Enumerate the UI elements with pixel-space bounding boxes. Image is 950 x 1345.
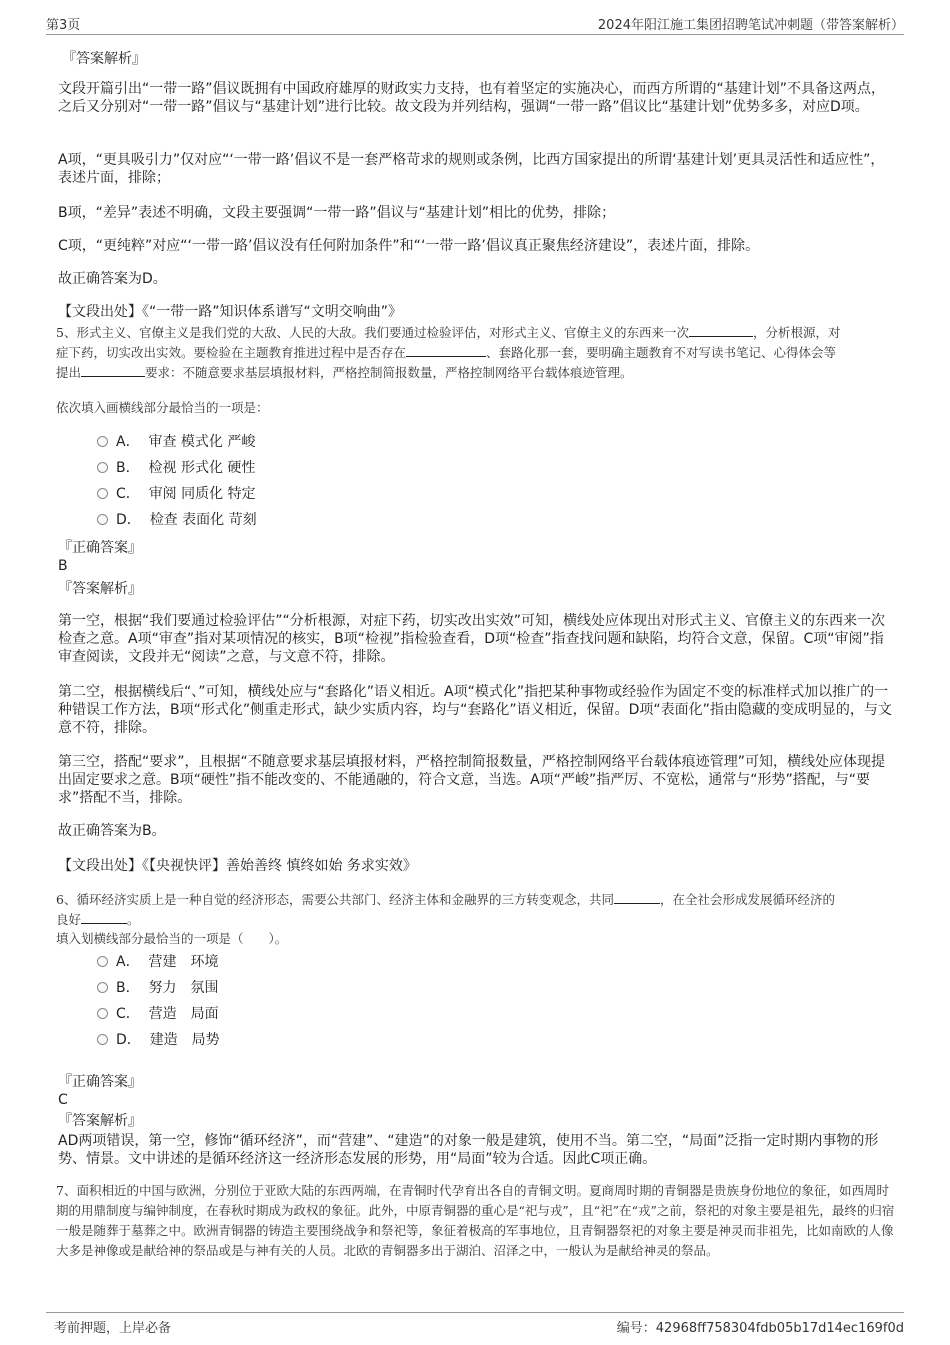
radio-icon[interactable] <box>97 982 108 993</box>
blank-1 <box>614 903 660 904</box>
page-footer <box>46 1312 904 1335</box>
q5-source: 【文段出处】《【央视快评】善始善终 慎终如始 务求实效》 <box>58 858 417 874</box>
q4-analysis-p2: A项，“更具吸引力”仅对应“‘一带一路’倡议不是一套严格苛求的规则或条例，比西方国家提出的所谓‘基建计划’更具灵活性和适应性”，表述片面，排除； <box>58 152 885 186</box>
page-header <box>46 12 904 35</box>
radio-icon[interactable] <box>97 462 108 473</box>
page-number: 第3页 <box>46 18 81 33</box>
q5-stem: 5、形式主义、官僚主义是我们党的大敌、人民的大敌。我们要通过检验评估，对形式主义、官僚主义的东西来一次 ，分析根源，对 症下药，切实改出实效。要检验在主题教育推进过程中是否存在 、套路化那一套，要明确主题教育不对写读书笔记、心得体会等 提出 要求：不随意要求基层填报材料，严格控制简报数量，严格控制网络平台载体痕迹管理。 <box>56 325 841 380</box>
radio-icon[interactable] <box>97 436 108 447</box>
blank-1 <box>689 336 753 337</box>
radio-icon[interactable] <box>97 514 108 525</box>
footer-slogan: 考前押题，上岸必备 <box>54 1321 172 1336</box>
radio-icon[interactable] <box>97 956 108 967</box>
q6-analysis-label: 『答案解析』 <box>58 1113 142 1129</box>
q5-analysis-p2: 第二空，根据横线后“、”可知，横线处应与“套路化”语义相近。A项“模式化”指把某种事物或经验作为固定不变的标准样式加以推广的一种错误工作方法，B项“形式化”侧重走形式，缺少实质内容，均与“套路化”语义相近，保留。D项“表面化”指由隐藏的变成明显的，与文意不符，排除。 <box>58 684 892 736</box>
q5-option-d[interactable]: D． 检查 表面化 苛刻 <box>97 511 257 529</box>
q6-prompt: 填入划横线部分最恰当的一项是（ ）。 <box>56 931 288 946</box>
q5-option-a[interactable]: A． 审查 模式化 严峻 <box>97 433 255 451</box>
radio-icon[interactable] <box>97 1034 108 1045</box>
q5-conclusion: 故正确答案为B。 <box>58 823 166 839</box>
q4-source: 【文段出处】《“一带一路”知识体系谱写“文明交响曲”》 <box>58 304 403 320</box>
q6-option-c[interactable]: C． 营造 局面 <box>97 1005 219 1023</box>
q6-option-a[interactable]: A． 营建 环境 <box>97 953 218 971</box>
q6-stem: 6、循环经济实质上是一种自觉的经济形态，需要公共部门、经济主体和金融界的三方转变观念，共同 ，在全社会形成发展循环经济的 良好 。 <box>56 892 835 927</box>
document-title: 2024年阳江施工集团招聘笔试冲刺题（带答案解析） <box>597 18 904 33</box>
q4-analysis-p3: B项，“差异”表述不明确，文段主要强调“一带一路”倡议与“基建计划”相比的优势，排除； <box>58 205 616 221</box>
q6-option-d[interactable]: D． 建造 局势 <box>97 1031 220 1049</box>
radio-icon[interactable] <box>97 488 108 499</box>
blank-2 <box>406 356 486 357</box>
q5-answer: B <box>58 558 68 574</box>
q5-analysis-label: 『答案解析』 <box>58 581 142 597</box>
document-code: 编号：42968ff758304fdb05b17d14ec169f0d <box>616 1321 904 1336</box>
q4-analysis-p1: 文段开篇引出“一带一路”倡议既拥有中国政府雄厚的财政实力支持，也有着坚定的实施决心，而西方所谓的“基建计划”不具备这两点，之后又分别对“一带一路”倡议与“基建计划”进行比较。故文段为并列结构，强调“一带一路”倡议比“基建计划”优势多多，对应D项。 <box>58 81 886 115</box>
q4-conclusion: 故正确答案为D。 <box>58 271 167 287</box>
blank-2 <box>81 923 127 924</box>
q5-option-b[interactable]: B． 检视 形式化 硬性 <box>97 459 255 477</box>
q7-stem: 7、面积相近的中国与欧洲，分别位于亚欧大陆的东西两端，在青铜时代孕育出各自的青铜文明。夏商周时期的青铜器是贵族身份地位的象征，如西周时期的用鼎制度与编钟制度，在春秋时期成为政权的象征。此外，中原青铜器的重心是“祀与戎”，且“祀”在“戎”之前，祭祀的对象主要是祖先，最终的归宿一般是随葬于墓葬之中。欧洲青铜器的铸造主要围绕战争和祭祀等，象征着极高的军事地位，且青铜器祭祀的对象主要是神灵而非祖先，比如南欧的人像大多是神像或是献给神的祭品或是与神有关的人员。北欧的青铜器多出于湖泊、沼泽之中，一般认为是献给神灵的祭品。 <box>56 1183 895 1258</box>
q5-option-c[interactable]: C． 审阅 同质化 特定 <box>97 485 256 503</box>
q6-answer-label: 『正确答案』 <box>58 1074 142 1090</box>
q5-prompt: 依次填入画横线部分最恰当的一项是： <box>56 400 269 415</box>
q4-analysis-label: 『答案解析』 <box>62 51 146 67</box>
q5-analysis-p3: 第三空，搭配“要求”，且根据“不随意要求基层填报材料，严格控制简报数量，严格控制网络平台载体痕迹管理”可知，横线处应体现提出固定要求之意。B项“硬性”指不能改变的、不能通融的，符合文意，当选。A项“严峻”指严厉、不宽松，通常与“形势”搭配，与“要求”搭配不当，排除。 <box>58 754 886 806</box>
q6-analysis-p1: AD两项错误，第一空，修饰“循环经济”，而“营建”、“建造”的对象一般是建筑，使用不当。第二空，“局面”泛指一定时期内事物的形势、情景。文中讲述的是循环经济这一经济形态发展的形势，用“局面”较为合适。因此C项正确。 <box>58 1133 879 1167</box>
q4-analysis-p4: C项，“更纯粹”对应“‘一带一路’倡议没有任何附加条件”和“‘一带一路’倡议真正聚焦经济建设”，表述片面，排除。 <box>58 238 760 254</box>
q6-option-b[interactable]: B． 努力 氛围 <box>97 979 219 997</box>
blank-3 <box>81 376 145 377</box>
radio-icon[interactable] <box>97 1008 108 1019</box>
q5-answer-label: 『正确答案』 <box>58 540 142 556</box>
q5-analysis-p1: 第一空，根据“我们要通过检验评估”“分析根源，对症下药，切实改出实效”可知，横线处应体现出对形式主义、官僚主义的东西来一次检查之意。A项“审查”指对某项情况的核实，B项“检视”指检验查看，D项“检查”指查找问题和缺陷，均符合文意，保留。C项“审阅”指审查阅读，文段并无“阅读”之意，与文意不符，排除。 <box>58 613 886 665</box>
q6-answer: C <box>58 1092 68 1108</box>
